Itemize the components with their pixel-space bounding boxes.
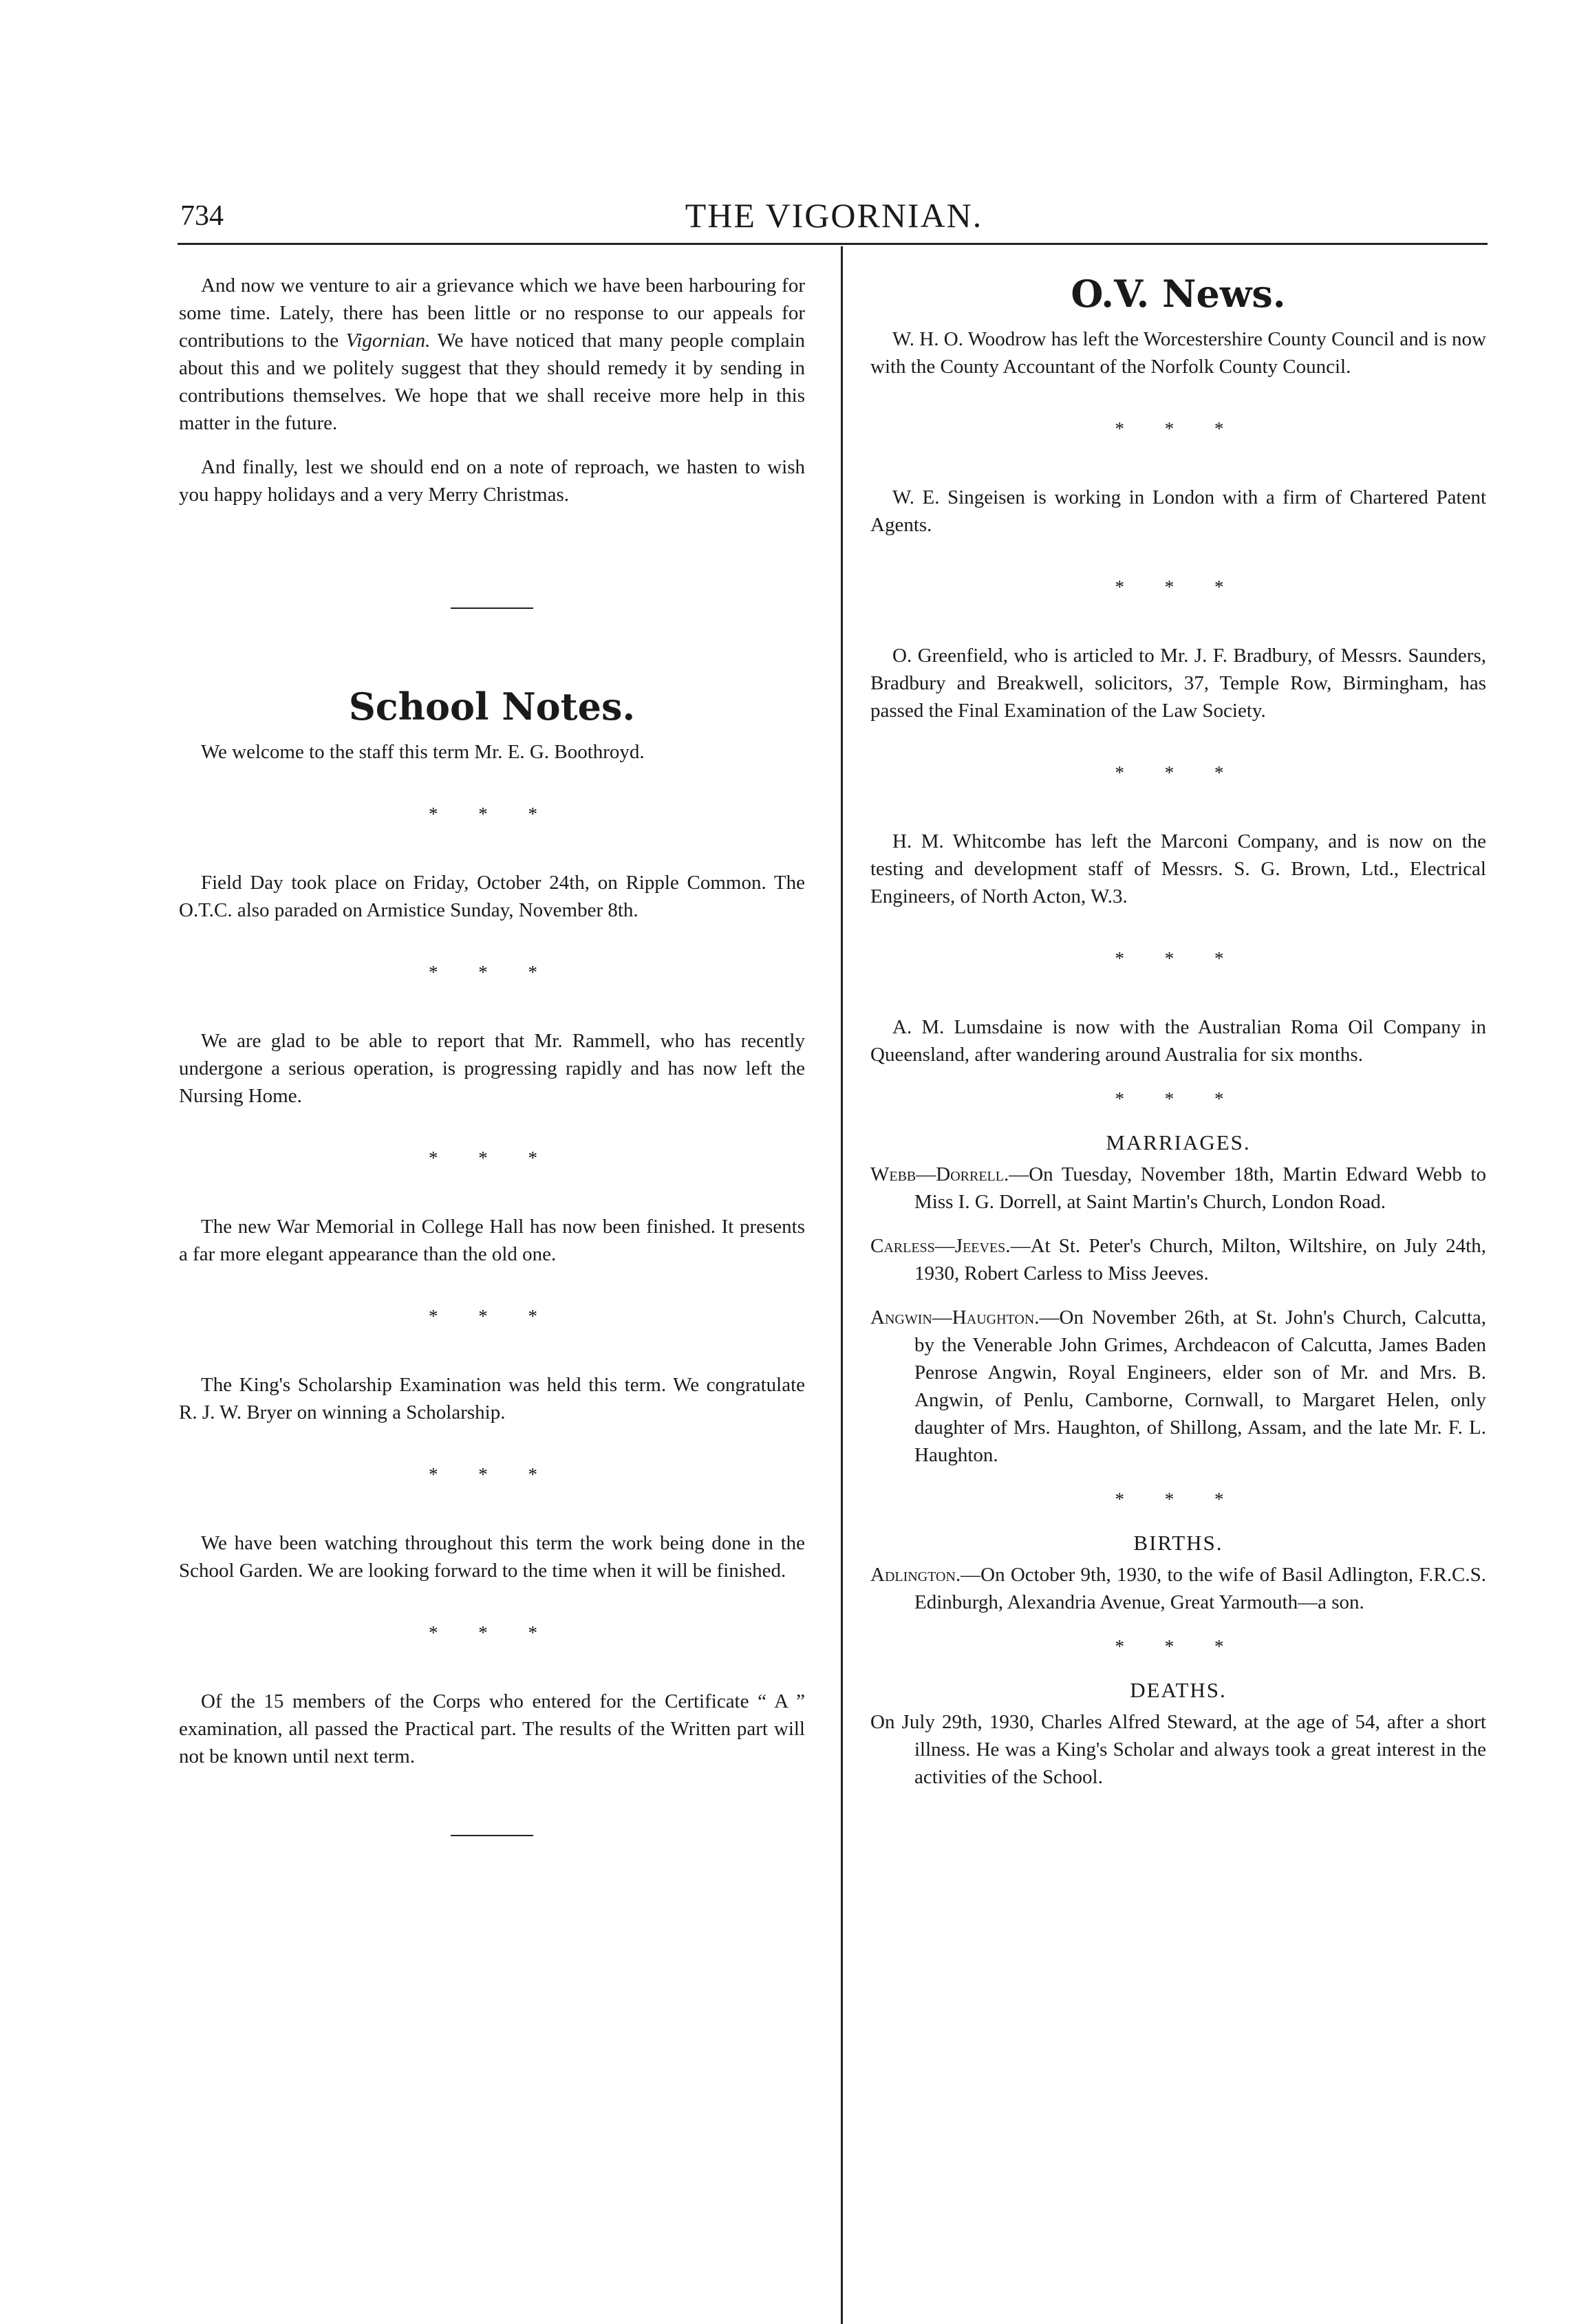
school-note: The King's Scholarship Examination was held this term. We congratulate R. J. W. Bryer on winning a Scholarship.	[179, 1374, 805, 1423]
marriage-entry: Carless—Jeeves.—At St. Peter's Church, Milton, Wiltshire, on July 24th, 1930, Robert Carless to Miss Jeeves.	[870, 1235, 1486, 1284]
entry-names: Angwin—Haughton.	[870, 1306, 1040, 1328]
header-rule	[178, 243, 1488, 245]
editorial-paragraph: And now we venture to air a grievance which we have been harbouring for some time. Lately, there has been little or no response to our appeals for contributions to the Vigornian. We have noticed that many people complain about this and we politely suggest that they should remedy it by sending in contributions themselves. We hope that we shall receive more help in this matter in the future.	[179, 275, 806, 434]
separator-stars: * * *	[429, 1148, 555, 1168]
marriages-heading: MARRIAGES.	[1106, 1130, 1251, 1154]
entry-names: Adlington.	[870, 1564, 961, 1586]
left-column	[179, 272, 805, 1836]
separator-stars: * * *	[1115, 577, 1242, 597]
ov-news-title: O.V. News.	[1071, 272, 1286, 316]
separator-stars: * * *	[1115, 1489, 1242, 1509]
section-divider	[451, 1835, 533, 1836]
separator-stars: * * *	[429, 1306, 555, 1326]
separator-stars: * * *	[1115, 948, 1242, 969]
separator-stars: * * *	[429, 804, 555, 824]
entry-names: Webb—Dorrell.	[870, 1163, 1009, 1185]
separator-stars: * * *	[1115, 1636, 1242, 1657]
birth-entry: Adlington.—On October 9th, 1930, to the wife of Basil Adlington, F.R.C.S. Edinburgh, Alexandria Avenue, Great Yarmouth—a son.	[870, 1564, 1486, 1613]
column-divider	[841, 246, 843, 2324]
school-note: We welcome to the staff this term Mr. E. G. Boothroyd.	[201, 741, 645, 763]
journal-title: THE VIGORNIAN.	[685, 196, 983, 235]
school-note: We have been watching throughout this term the work being done in the School Garden. We are looking forward to the time when it will be finished.	[179, 1532, 805, 1582]
separator-stars: * * *	[1115, 762, 1242, 783]
births-heading: BIRTHS.	[1133, 1531, 1223, 1555]
marriage-entry: Angwin—Haughton.—On November 26th, at St. John's Church, Calcutta, by the Venerable John Grimes, Archdeacon of Calcutta, James Baden Penrose Angwin, Royal Engineers, elder son of Mr. and Mrs. B. Angwin, of Penlu, Camborne, Cornwall, to Margaret Helen, only daughter of Mrs. Haughton, of Shillong, Assam, and the late Mr. F. L. Haughton.	[870, 1306, 1486, 1466]
right-column	[870, 272, 1486, 1807]
school-notes-title: School Notes.	[348, 685, 636, 729]
vigornian-italic: Vigornian.	[345, 330, 431, 352]
page-header	[180, 195, 1488, 244]
separator-stars: * * *	[429, 1464, 555, 1485]
separator-stars: * * *	[429, 962, 555, 982]
deaths-heading: DEATHS.	[1130, 1678, 1227, 1702]
school-note: Of the 15 members of the Corps who entered for the Certificate “ A ” examination, all passed the Practical part. The results of the Written part will not be known until next term.	[179, 1690, 805, 1767]
school-note: The new War Memorial in College Hall has now been finished. It presents a far more elegant appearance than the old one.	[179, 1216, 805, 1265]
separator-stars: * * *	[1115, 1088, 1242, 1109]
separator-stars: * * *	[1115, 418, 1242, 439]
closing-paragraph: And finally, lest we should end on a note of reproach, we hasten to wish you happy holidays and a very Merry Christmas.	[179, 456, 805, 506]
entry-names: Carless—Jeeves.	[870, 1235, 1011, 1257]
news-item: A. M. Lumsdaine is now with the Australian Roma Oil Company in Queensland, after wandering around Australia for six months.	[870, 1016, 1486, 1066]
school-note: We are glad to be able to report that Mr. Rammell, who has recently undergone a serious operation, is progressing rapidly and has now left the Nursing Home.	[179, 1030, 805, 1107]
page-number: 734	[180, 200, 224, 232]
marriage-entry: Webb—Dorrell.—On Tuesday, November 18th, Martin Edward Webb to Miss I. G. Dorrell, at Saint Martin's Church, London Road.	[870, 1163, 1486, 1213]
news-item: H. M. Whitcombe has left the Marconi Company, and is now on the testing and development staff of Messrs. S. G. Brown, Ltd., Electrical Engineers, of North Acton, W.3.	[870, 830, 1486, 907]
separator-stars: * * *	[429, 1622, 555, 1643]
news-item: W. E. Singeisen is working in London with a firm of Chartered Patent Agents.	[870, 486, 1486, 536]
news-item: O. Greenfield, who is articled to Mr. J. F. Bradbury, of Messrs. Saunders, Bradbury and Breakwell, solicitors, 37, Temple Row, Birmingham, has passed the Final Examination of the Law Society.	[870, 645, 1486, 722]
news-item: W. H. O. Woodrow has left the Worcestershire County Council and is now with the County Accountant of the Norfolk County Council.	[870, 328, 1486, 378]
death-entry: On July 29th, 1930, Charles Alfred Steward, at the age of 54, after a short illness. He was a King's Scholar and always took a great interest in the activities of the School.	[870, 1711, 1486, 1788]
school-note: Field Day took place on Friday, October 24th, on Ripple Common. The O.T.C. also paraded on Armistice Sunday, November 8th.	[179, 872, 805, 921]
